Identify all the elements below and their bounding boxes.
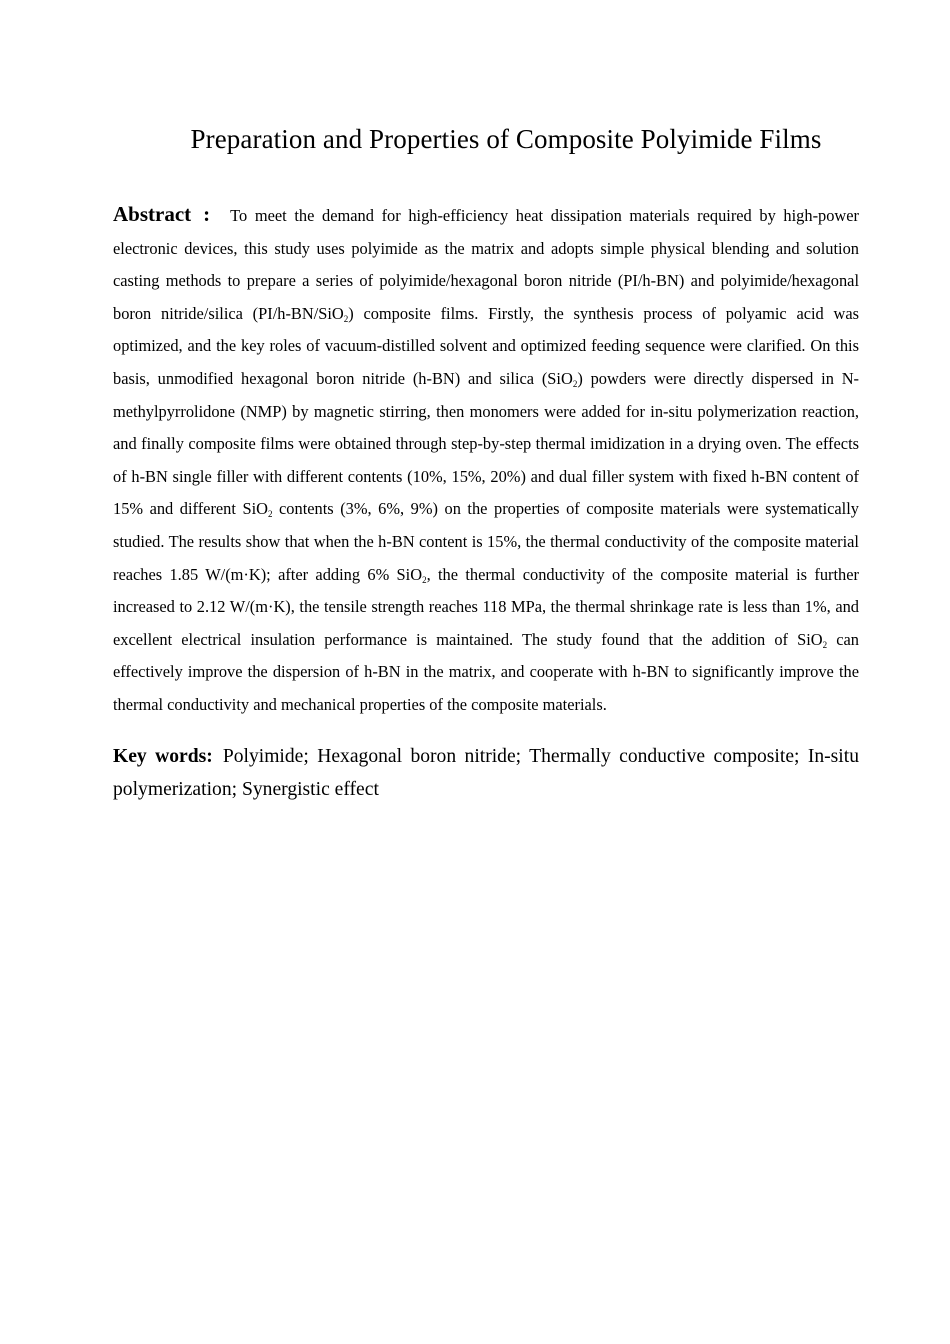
keywords-text: Polyimide; Hexagonal boron nitride; Thermally conductive composite; In-situ polymerization; Synergistic effect xyxy=(113,746,859,800)
abstract-text-part: , the thermal conductivity of the composite material is further increased to 2.12 W/(m·K), the tensile strength reaches 118 MPa, the thermal shrinkage rate is less than 1%, and excellent electrical insulation performance is maintained. The study found that the addition of SiO xyxy=(113,564,859,649)
subscript-2: 2 xyxy=(267,509,273,520)
abstract-text-part: can effectively improve the dispersion of h-BN in the matrix, and cooperate with h-BN to significantly improve the thermal conductivity and mechanical properties of the composite materials. xyxy=(113,629,859,714)
abstract-text-part: ) powders were directly dispersed in N-methylpyrrolidone (NMP) by magnetic stirring, then monomers were added for in-situ polymerization reaction, and finally composite films were obtained through step-by-step thermal imidization in a drying oven. The effects of h-BN single filler with different contents (10%, 15%, 20%) and dual filler system with fixed h-BN content of 15% and different SiO xyxy=(113,368,859,519)
paper-title: Preparation and Properties of Composite Polyimide Films xyxy=(190,124,822,154)
subscript-2: 2 xyxy=(572,378,578,389)
abstract-paragraph xyxy=(113,198,859,722)
abstract-section xyxy=(113,198,859,722)
abstract-text-part: To meet the demand for high-efficiency heat dissipation materials required by high-power electronic devices, this study uses polyimide as the matrix and adopts simple physical blending and solution casting methods to prepare a series of polyimide/hexagonal boron nitride (PI/h-BN) and polyimide/hexagonal boron nitride/silica (PI/h-BN/SiO xyxy=(113,206,859,323)
subscript-2: 2 xyxy=(422,574,427,585)
abstract-label: Abstract xyxy=(113,202,192,226)
subscript-2: 2 xyxy=(822,639,828,650)
abstract-text-part: contents (3%, 6%, 9%) on the properties of composite materials were systematically studied. The results show that when the h-BN content is 15%, the thermal conductivity of the composite material reaches 1.85 W/(m·K); after adding 6% SiO xyxy=(113,499,859,584)
keywords-label: Key words: xyxy=(113,746,213,767)
abstract-text-part: ) composite films. Firstly, the synthesis process of polyamic acid was optimized, and the key roles of vacuum-distilled solvent and optimized feeding sequence were clarified. On this basis, unmodified hexagonal boron nitride (h-BN) and silica (SiO xyxy=(113,303,859,388)
subscript-2: 2 xyxy=(343,313,349,324)
abstract-colon: : xyxy=(203,202,211,226)
keywords-section xyxy=(113,740,859,806)
